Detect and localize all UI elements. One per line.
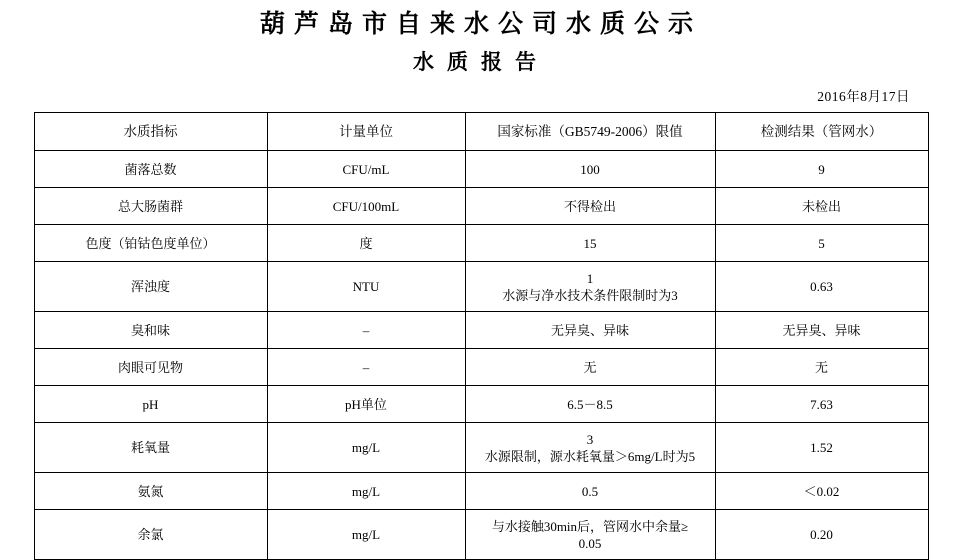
cell-standard (465, 510, 715, 560)
cell-unit: – (267, 349, 465, 386)
cell-unit: – (267, 312, 465, 349)
cell-unit: mg/L (267, 510, 465, 560)
cell-unit: pH单位 (267, 386, 465, 423)
cell-standard-line2: 水源与净水技术条件限制时为3 (502, 287, 678, 303)
table-row (34, 151, 928, 188)
cell-indicator: 浑浊度 (34, 262, 267, 312)
column-header-unit: 计量单位 (267, 113, 465, 151)
cell-result: 未检出 (715, 188, 928, 225)
cell-standard-line1: 与水接触30min后，管网水中余量≥ (491, 518, 689, 534)
table-row (34, 510, 928, 560)
water-quality-table (34, 112, 929, 560)
cell-result: 无 (715, 349, 928, 386)
cell-result: 9 (715, 151, 928, 188)
cell-standard-line2: 水源限制，源水耗氧量＞6mg/L时为5 (484, 448, 696, 464)
cell-standard: 100 (465, 151, 715, 188)
cell-standard: 6.5－8.5 (465, 386, 715, 423)
cell-standard-line1: 3 (586, 431, 594, 447)
cell-unit: mg/L (267, 423, 465, 473)
cell-indicator: 肉眼可见物 (34, 349, 267, 386)
cell-standard-line1: 1 (586, 270, 594, 286)
table-row (34, 312, 928, 349)
cell-indicator: 菌落总数 (34, 151, 267, 188)
cell-indicator: 余氯 (34, 510, 267, 560)
cell-result: ＜0.02 (715, 473, 928, 510)
table-row (34, 188, 928, 225)
cell-standard (465, 423, 715, 473)
cell-unit: CFU/100mL (267, 188, 465, 225)
page-title: 葫芦岛市自来水公司水质公示 (259, 11, 702, 38)
cell-indicator: 臭和味 (34, 312, 267, 349)
cell-result: 0.63 (715, 262, 928, 312)
table-header-row (34, 113, 928, 151)
column-header-standard: 国家标准（GB5749-2006）限值 (465, 113, 715, 151)
cell-result: 0.20 (715, 510, 928, 560)
table-row (34, 423, 928, 473)
cell-standard: 15 (465, 225, 715, 262)
cell-standard: 不得检出 (465, 188, 715, 225)
cell-standard: 无 (465, 349, 715, 386)
cell-indicator: 色度（铂钴色度单位） (34, 225, 267, 262)
cell-result: 7.63 (715, 386, 928, 423)
cell-standard: 0.5 (465, 473, 715, 510)
table-row (34, 262, 928, 312)
column-header-indicator: 水质指标 (34, 113, 267, 151)
document-page (0, 8, 962, 551)
cell-indicator: 耗氧量 (34, 423, 267, 473)
table-row (34, 386, 928, 423)
cell-unit: CFU/mL (267, 151, 465, 188)
column-header-result: 检测结果（管网水） (715, 113, 928, 151)
cell-indicator: 总大肠菌群 (34, 188, 267, 225)
cell-result: 1.52 (715, 423, 928, 473)
report-date: 2016年8月17日 (817, 89, 910, 104)
page-subtitle: 水质报告 (413, 50, 549, 74)
cell-standard (465, 262, 715, 312)
cell-result: 无异臭、异味 (715, 312, 928, 349)
cell-standard: 无异臭、异味 (465, 312, 715, 349)
cell-indicator: 氨氮 (34, 473, 267, 510)
table-row (34, 225, 928, 262)
table-row (34, 473, 928, 510)
cell-unit: mg/L (267, 473, 465, 510)
cell-unit: 度 (267, 225, 465, 262)
cell-indicator: pH (34, 386, 267, 423)
cell-result: 5 (715, 225, 928, 262)
cell-unit: NTU (267, 262, 465, 312)
table-row (34, 349, 928, 386)
cell-standard-line2: 0.05 (578, 535, 602, 551)
